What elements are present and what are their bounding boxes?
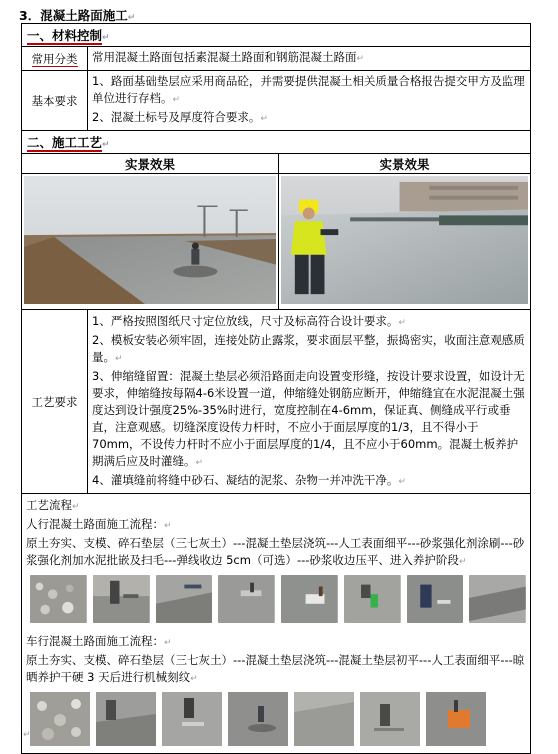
construction-process-heading: 二、施工工艺↵: [22, 131, 531, 154]
photo-troweling-cell: [22, 174, 279, 310]
formwork-photo: [93, 575, 150, 623]
vehicle-leveling-photo: [162, 692, 222, 746]
texture-machine-photo: [426, 692, 486, 746]
construction-table: [21, 23, 531, 754]
power-trowel-photo: [24, 176, 276, 304]
pedestrian-flow-text: 原土夯实、支模、碎石垫层（三七灰土）---混凝土垫层浇筑---人工表面细平---砂浆强化剂涂刷---砂浆强化剂加水泥批嵌及扫毛---弹线收边 5cm（可选）---砂浆收边压平、进入养护阶段↵: [26, 536, 525, 567]
edge-pressing-photo: [469, 575, 526, 623]
pedestrian-photo-strip: [30, 575, 526, 623]
curing-photo: [294, 692, 354, 746]
section-title: 3．混凝土路面施工↵: [19, 8, 136, 23]
compaction-photo: [30, 575, 87, 623]
brushing-photo: [344, 575, 401, 623]
grooving-photo: [360, 692, 420, 746]
category-label: 常用分类: [22, 47, 88, 71]
vehicle-pour-photo: [96, 692, 156, 746]
worker-inspection-photo: [281, 176, 528, 304]
gravel-base-photo: [30, 692, 90, 746]
vehicle-flow-title: 车行混凝土路面施工流程：↵: [26, 634, 172, 648]
category-text: 常用混凝土路面包括素混凝土路面和钢筋混凝土路面↵: [88, 47, 531, 71]
process-requirements-label: 工艺要求: [22, 310, 88, 494]
photo-header-right: 实景效果: [279, 154, 531, 174]
basic-requirements-label: 基本要求: [22, 71, 88, 131]
material-control-heading: 一、材料控制↵: [22, 24, 531, 47]
hardener-coating-photo: [281, 575, 338, 623]
edge-line-photo: [407, 575, 464, 623]
photo-header-left: 实景效果: [22, 154, 279, 174]
pedestrian-flow-title: 人行混凝土路面施工流程：↵: [26, 517, 172, 531]
vehicle-troweling-photo: [228, 692, 288, 746]
basic-requirements-text: 1、路面基础垫层应采用商品砼，并需要提供混凝土相关质量合格报告提交甲方及监理单位进行存档。↵ 2、混凝土标号及厚度符合要求。↵: [88, 71, 531, 131]
concrete-pour-photo: [156, 575, 213, 623]
process-flow-cell: [22, 494, 531, 754]
section-title-text: 3．混凝土路面施工: [19, 8, 128, 23]
vehicle-photo-strip: [30, 692, 526, 746]
vehicle-flow-text: 原土夯实、支模、碎石垫层（三七灰土）---混凝土垫层浇筑---混凝土垫层初平---人工表面细平---晾晒养护干硬 3 天后进行机械刻纹↵: [26, 653, 525, 684]
process-requirements-text: 1、严格按照图纸尺寸定位放线，尺寸及标高符合设计要求。↵ 2、模板安装必须牢固，连接处防止露浆，要求面层平整，振捣密实，收面注意观感质量。↵ 3、伸缩缝留置：混凝土垫层必须沿路面走向设置变形缝，按设计要求设置，如设计无要求，伸缩缝按每隔4-6米设置一道，伸缩缝处钢筋应断开，伸缩缝宜在水泥混凝土强度达到设计强度25%-35%时进行，宽度控制在4-6mm，保证真、侧缝成平行或垂直，注意观感。切缝深度设传力杆时，不应小于面层厚度的1/3，且不得小于70mm，不设传力杆时不应小于面层厚度的1/4，且不应小于60mm。混凝土板养护期满后应及时灌缝。↵ 4、灌填缝前将缝中砂石、凝结的泥浆、杂物一并冲洗干净。↵: [88, 310, 531, 494]
surface-leveling-photo: [218, 575, 275, 623]
paragraph-mark: ↵: [23, 730, 31, 740]
photo-worker-cell: [279, 174, 531, 310]
flow-title: 工艺流程↵: [26, 498, 80, 512]
